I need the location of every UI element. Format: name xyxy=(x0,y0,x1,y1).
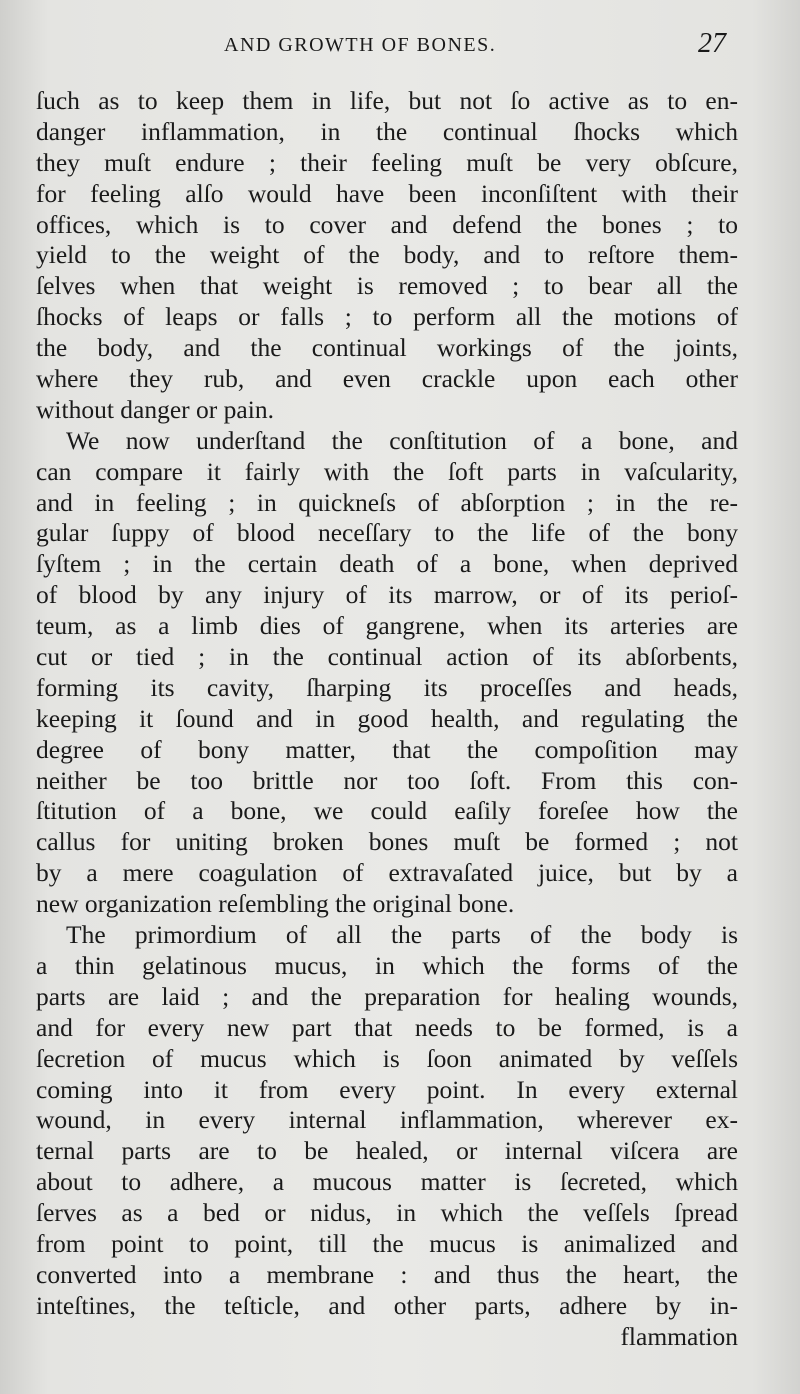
page-header xyxy=(0,28,800,74)
text-line: ſerves as a bed or nidus, in which the veſſels ſpread xyxy=(36,1198,738,1228)
text-line: offices, which is to cover and defend the bones ; to xyxy=(36,209,738,239)
text-line: We now underſtand the conſtitution of a bone, and xyxy=(66,425,738,455)
text-line: ſhocks of leaps or falls ; to perform all the motions of xyxy=(36,302,738,332)
text-line: for feeling alſo would have been inconſiſtent with their xyxy=(36,178,738,208)
text-line: where they rub, and even crackle upon each other xyxy=(36,364,738,394)
text-line: the body, and the continual workings of the joints, xyxy=(36,333,738,363)
text-line: about to adhere, a mucous matter is ſecreted, which xyxy=(36,1167,738,1197)
paragraph xyxy=(36,920,738,1322)
text-line: a thin gelatinous mucus, in which the forms of the xyxy=(36,950,738,980)
text-line: ſtitution of a bone, we could eaſily foreſee how the xyxy=(36,796,738,826)
paragraph xyxy=(36,426,738,920)
text-line: neither be too brittle nor too ſoft. From this con- xyxy=(36,765,738,795)
text-line: callus for uniting broken bones muſt be formed ; not xyxy=(36,827,738,857)
text-line: wound, in every internal inflammation, wherever ex- xyxy=(36,1105,738,1135)
text-line: converted into a membrane : and thus the heart, the xyxy=(36,1259,738,1289)
text-line: ternal parts are to be healed, or internal viſcera are xyxy=(36,1136,738,1166)
text-line: can compare it fairly with the ſoft parts in vaſcularity, xyxy=(36,456,738,486)
text-line: by a mere coagulation of extravaſated juice, but by a xyxy=(36,858,738,888)
body-text xyxy=(36,86,738,1353)
paragraph xyxy=(36,86,738,426)
text-line: danger inflammation, in the continual ſhocks which xyxy=(36,116,738,146)
text-line: and in feeling ; in quickneſs of abſorption ; in the re- xyxy=(36,487,738,517)
text-line: of blood by any injury of its marrow, or of its perioſ- xyxy=(36,580,738,610)
text-line: and for every new part that needs to be formed, is a xyxy=(36,1012,738,1042)
text-line: ſecretion of mucus which is ſoon animated by veſſels xyxy=(36,1043,738,1073)
text-line: teum, as a limb dies of gangrene, when its arteries are xyxy=(36,611,738,641)
text-line: yield to the weight of the body, and to reſtore them- xyxy=(36,240,738,270)
text-line: new organization reſembling the original bone. xyxy=(36,889,515,919)
text-line: forming its cavity, ſharping its proceſſes and heads, xyxy=(36,672,738,702)
text-line: degree of bony matter, that the compoſition may xyxy=(36,734,738,764)
text-line: ſuch as to keep them in life, but not ſo active as to en- xyxy=(36,86,738,115)
text-line: parts are laid ; and the preparation for healing wounds, xyxy=(36,981,738,1011)
text-line: cut or tied ; in the continual action of its abſorbents, xyxy=(36,642,738,672)
catchword: flammation xyxy=(620,1321,738,1351)
text-line: coming into it from every point. In every external xyxy=(36,1074,738,1104)
text-line: inteſtines, the teſticle, and other parts, adhere by in- xyxy=(36,1290,738,1320)
page-number: 27 xyxy=(698,28,726,59)
text-line: ſelves when that weight is removed ; to bear all the xyxy=(36,271,738,301)
running-head: AND GROWTH OF BONES. xyxy=(224,34,497,56)
text-line: without danger or pain. xyxy=(36,394,274,424)
text-line: from point to point, till the mucus is animalized and xyxy=(36,1228,738,1258)
text-line: keeping it ſound and in good health, and regulating the xyxy=(36,703,738,733)
text-line: ſyſtem ; in the certain death of a bone, when deprived xyxy=(36,549,738,579)
text-line: gular ſuppy of blood neceſſary to the life of the bony xyxy=(36,518,738,548)
text-line: The primordium of all the parts of the body is xyxy=(66,920,738,950)
text-line: they muſt endure ; their feeling muſt be very obſcure, xyxy=(36,147,738,177)
